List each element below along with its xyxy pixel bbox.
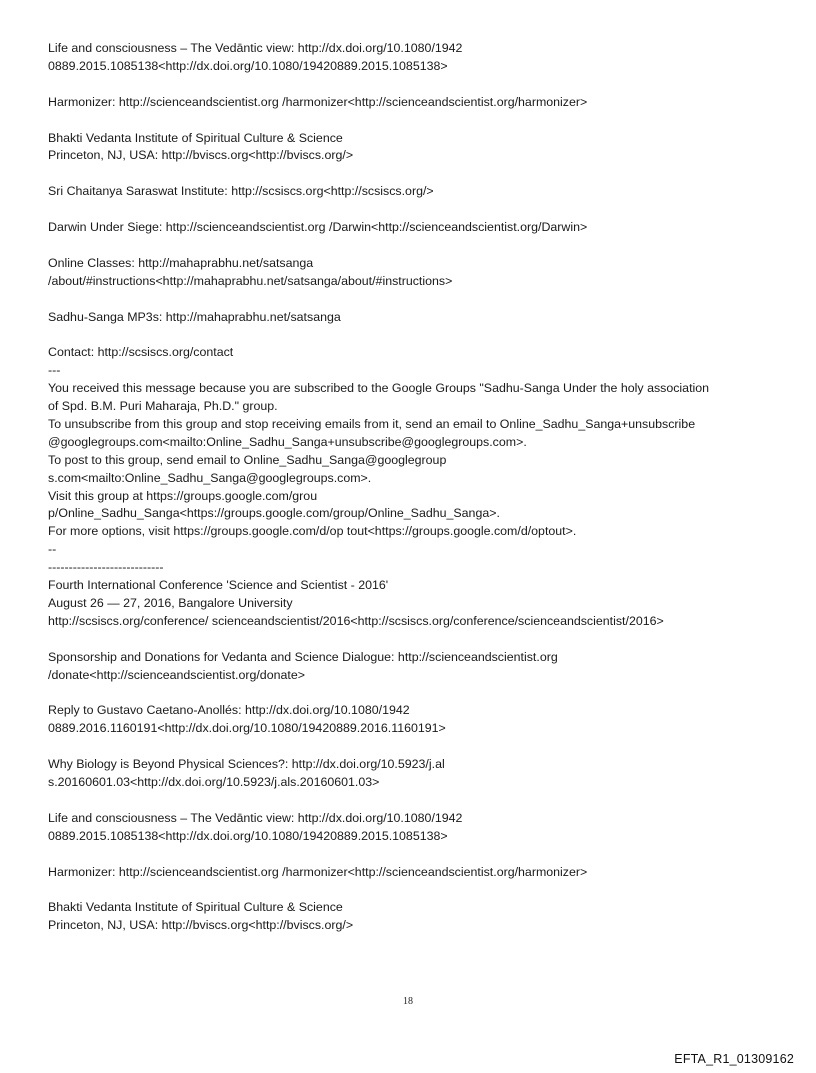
text-line: To unsubscribe from this group and stop receiving emails from it, send an email to Online_Sadhu_Sanga+unsubscribe (48, 416, 696, 431)
text-line: Reply to Gustavo Caetano-Anollés: http://dx.doi.org/10.1080/1942 (48, 703, 410, 718)
text-line: ---------------------------- (48, 560, 164, 575)
text-paragraph (48, 309, 788, 327)
text-line: August 26 — 27, 2016, Bangalore University (48, 595, 293, 610)
text-line: Sadhu-Sanga MP3s: http://mahaprabhu.net/satsanga (48, 309, 341, 324)
text-line: Online Classes: http://mahaprabhu.net/satsanga (48, 255, 314, 270)
text-line: s.20160601.03<http://dx.doi.org/10.5923/j.als.20160601.03> (48, 775, 380, 789)
text-line: Darwin Under Siege: http://scienceandscientist.org /Darwin<http://scienceandscientist.org/Darwin> (48, 220, 588, 234)
paragraph-spacer (48, 201, 788, 219)
text-line: 0889.2015.1085138<http://dx.doi.org/10.1080/19420889.2015.1085138> (48, 828, 448, 843)
paragraph-spacer (48, 792, 788, 810)
text-line: /about/#instructions<http://mahaprabhu.net/satsanga/about/#instructions> (48, 273, 453, 288)
paragraph-spacer (48, 237, 788, 255)
paragraph-spacer (48, 326, 788, 344)
text-line: 0889.2015.1085138<http://dx.doi.org/10.1080/19420889.2015.1085138> (48, 58, 448, 73)
text-paragraph (48, 183, 788, 201)
paragraph-spacer (48, 881, 788, 899)
text-line: /donate<http://scienceandscientist.org/donate> (48, 667, 305, 682)
text-line: Fourth International Conference 'Science and Scientist - 2016' (48, 578, 389, 593)
text-line: Harmonizer: http://scienceandscientist.org /harmonizer<http://scienceandscientist.org/harmonizer> (48, 94, 588, 109)
text-line: Bhakti Vedanta Institute of Spiritual Culture & Science (48, 900, 343, 915)
text-line: of Spd. B.M. Puri Maharaja, Ph.D." group. (48, 399, 278, 414)
footer-document-id: EFTA_R1_01309162 (674, 1052, 794, 1066)
paragraph-spacer (48, 631, 788, 649)
text-line: @googlegroups.com<mailto:Online_Sadhu_Sanga+unsubscribe@googlegroups.com>. (48, 434, 527, 449)
paragraph-spacer (48, 738, 788, 756)
text-line: p/Online_Sadhu_Sanga<https://groups.google.com/group/Online_Sadhu_Sanga>. (48, 506, 500, 521)
text-paragraph (48, 810, 788, 846)
text-line: Life and consciousness – The Vedāntic view: http://dx.doi.org/10.1080/1942 (48, 41, 463, 55)
text-paragraph (48, 219, 788, 237)
text-paragraph (48, 130, 788, 166)
paragraph-spacer (48, 291, 788, 309)
text-line: s.com<mailto:Online_Sadhu_Sanga@googlegroups.com>. (48, 470, 372, 485)
page-number: 18 (403, 996, 413, 1007)
text-line: -- (48, 542, 57, 557)
paragraph-spacer (48, 76, 788, 94)
paragraph-spacer (48, 685, 788, 703)
text-paragraph (48, 649, 788, 685)
text-line: Princeton, NJ, USA: http://bviscs.org<http://bviscs.org/> (48, 148, 354, 163)
text-paragraph (48, 40, 788, 76)
text-paragraph (48, 702, 788, 738)
paragraph-spacer (48, 846, 788, 864)
document-body (48, 40, 788, 935)
text-line: Why Biology is Beyond Physical Sciences?: http://dx.doi.org/10.5923/j.al (48, 757, 445, 772)
text-line: http://scsiscs.org/conference/ scienceandscientist/2016<http://scsiscs.org/conference/scienceandscientist/2016> (48, 613, 664, 628)
text-paragraph (48, 756, 788, 792)
text-line: Visit this group at https://groups.google.com/grou (48, 488, 318, 503)
paragraph-spacer (48, 165, 788, 183)
text-line: Princeton, NJ, USA: http://bviscs.org<http://bviscs.org/> (48, 918, 354, 933)
text-line: --- (48, 363, 61, 378)
text-paragraph (48, 94, 788, 112)
text-line: To post to this group, send email to Online_Sadhu_Sanga@googlegroup (48, 452, 447, 467)
text-line: Bhakti Vedanta Institute of Spiritual Culture & Science (48, 130, 343, 145)
text-paragraph (48, 344, 788, 631)
text-line: Sri Chaitanya Saraswat Institute: http://scsiscs.org<http://scsiscs.org/> (48, 184, 434, 199)
text-line: Contact: http://scsiscs.org/contact (48, 345, 234, 360)
text-paragraph (48, 864, 788, 882)
text-paragraph (48, 255, 788, 291)
text-line: You received this message because you are subscribed to the Google Groups "Sadhu-Sanga Under the holy association (48, 381, 710, 396)
paragraph-spacer (48, 112, 788, 130)
text-paragraph (48, 899, 788, 935)
text-line: Sponsorship and Donations for Vedanta and Science Dialogue: http://scienceandscientist.org (48, 649, 558, 664)
text-line: For more options, visit https://groups.google.com/d/op tout<https://groups.google.com/d/optout>. (48, 524, 577, 539)
text-line: Harmonizer: http://scienceandscientist.org /harmonizer<http://scienceandscientist.org/harmonizer> (48, 864, 588, 879)
text-line: Life and consciousness – The Vedāntic view: http://dx.doi.org/10.1080/1942 (48, 810, 463, 825)
text-line: 0889.2016.1160191<http://dx.doi.org/10.1080/19420889.2016.1160191> (48, 721, 446, 736)
